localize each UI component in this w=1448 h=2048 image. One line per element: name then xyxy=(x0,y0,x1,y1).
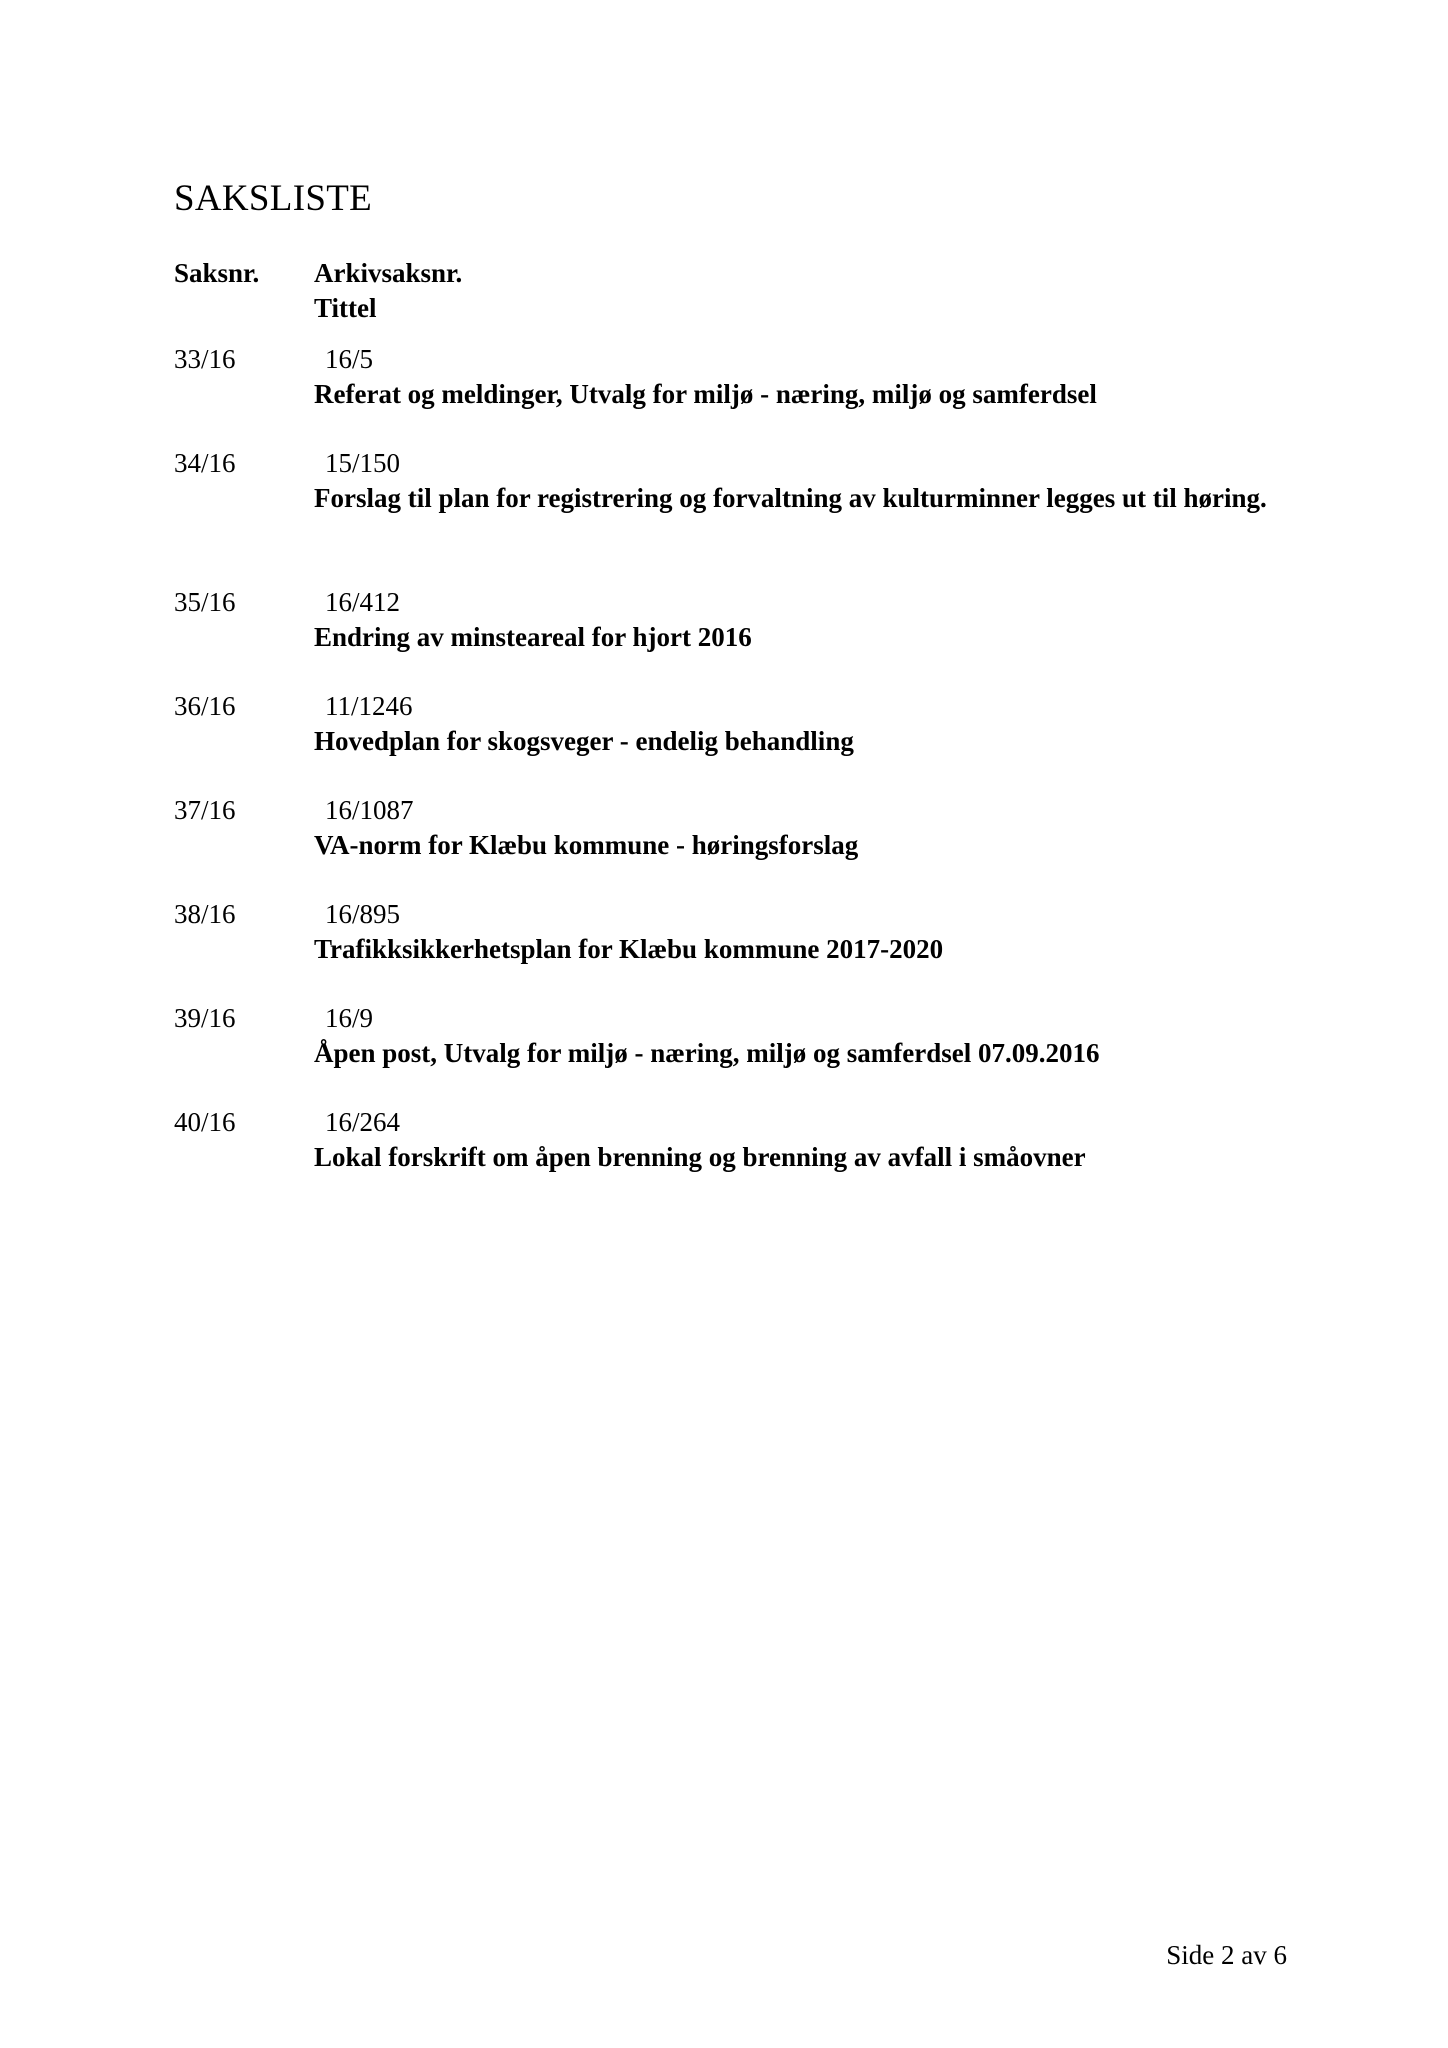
case-arkivsaksnr: 16/895 xyxy=(325,899,401,929)
case-arkivsaksnr: 16/9 xyxy=(325,1003,374,1033)
case-saksnr: 39/16 xyxy=(174,1003,236,1033)
header-tittel: Tittel xyxy=(314,293,377,323)
header-arkiv-tittel xyxy=(314,256,462,326)
header-arkivsaksnr: Arkivsaksnr. xyxy=(314,258,463,288)
case-arkivsaksnr: 16/5 xyxy=(325,344,374,374)
page-number: Side 2 av 6 xyxy=(1166,1940,1287,1970)
case-tittel: Referat og meldinger, Utvalg for miljø - næring, miljø og samferdsel xyxy=(314,379,1097,409)
case-saksnr: 37/16 xyxy=(174,795,236,825)
case-saksnr: 38/16 xyxy=(174,899,236,929)
header-saksnr: Saksnr. xyxy=(174,258,260,288)
case-tittel: Trafikksikkerhetsplan for Klæbu kommune 2017-2020 xyxy=(314,934,944,964)
case-tittel: Hovedplan for skogsveger - endelig behandling xyxy=(314,726,854,756)
case-saksnr: 40/16 xyxy=(174,1107,236,1137)
case-tittel: Lokal forskrift om åpen brenning og brenning av avfall i småovner xyxy=(314,1142,1086,1172)
case-arkivsaksnr: 16/412 xyxy=(325,587,401,617)
case-arkivsaksnr: 16/1087 xyxy=(325,795,414,825)
case-arkivsaksnr: 16/264 xyxy=(325,1107,401,1137)
case-saksnr: 35/16 xyxy=(174,587,236,617)
case-arkivsaksnr: 11/1246 xyxy=(325,691,413,721)
case-saksnr: 36/16 xyxy=(174,691,236,721)
case-saksnr: 34/16 xyxy=(174,448,236,478)
case-saksnr: 33/16 xyxy=(174,344,236,374)
case-arkivsaksnr: 15/150 xyxy=(325,448,401,478)
page-title: SAKSLISTE xyxy=(174,178,372,219)
case-tittel: Endring av minsteareal for hjort 2016 xyxy=(314,622,752,652)
case-tittel: VA-norm for Klæbu kommune - høringsforslag xyxy=(314,830,859,860)
case-tittel: Åpen post, Utvalg for miljø - næring, miljø og samferdsel 07.09.2016 xyxy=(314,1038,1100,1068)
case-tittel: Forslag til plan for registrering og forvaltning av kulturminner legges ut til høring. xyxy=(314,483,1267,513)
